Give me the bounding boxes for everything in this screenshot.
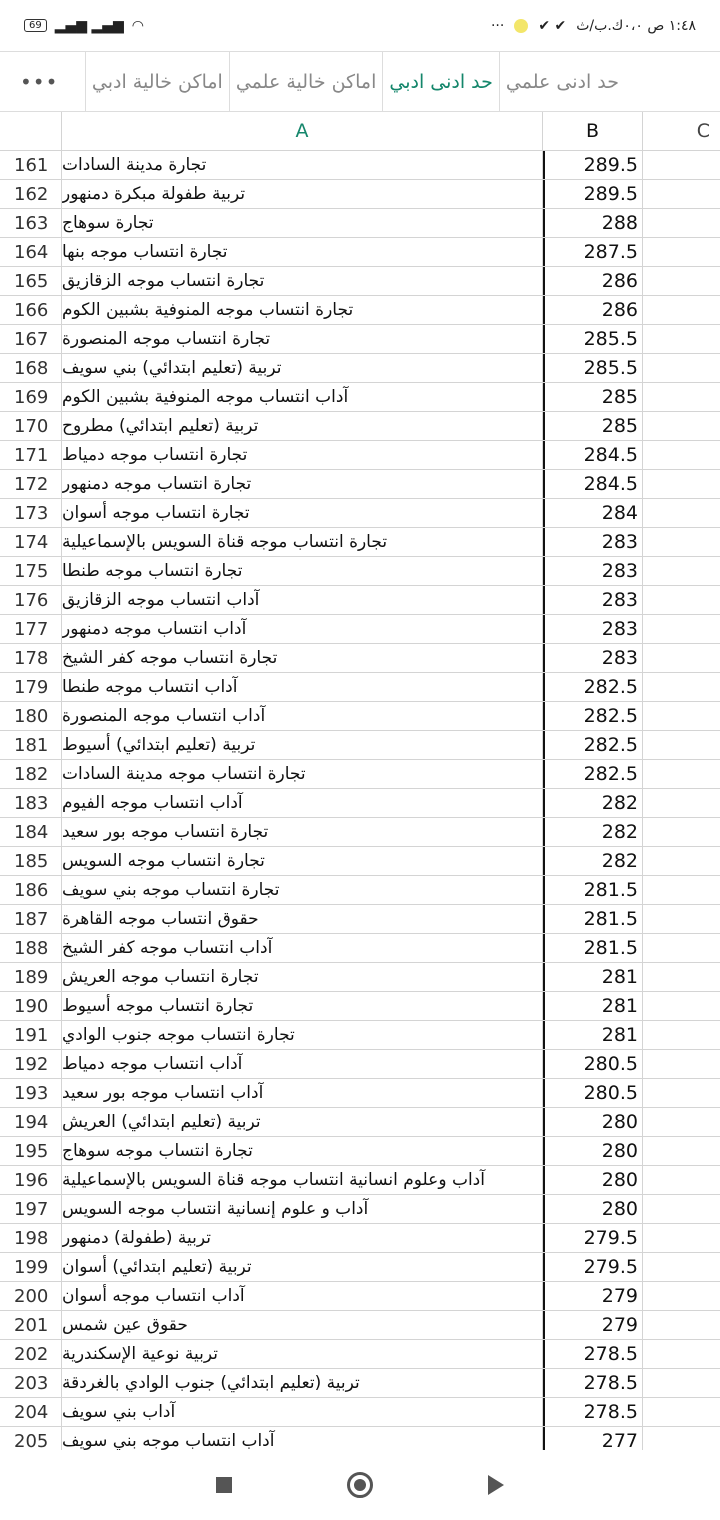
cell-b[interactable]: 279: [543, 1311, 643, 1339]
row-number[interactable]: 181: [0, 731, 62, 759]
cell-c[interactable]: [643, 760, 720, 788]
row-number[interactable]: 187: [0, 905, 62, 933]
cell-c[interactable]: [643, 1398, 720, 1426]
table-row: [0, 615, 720, 644]
row-number[interactable]: 170: [0, 412, 62, 440]
table-row: [0, 673, 720, 702]
cell-c[interactable]: [643, 586, 720, 614]
table-row: [0, 296, 720, 325]
cell-b[interactable]: 281.5: [543, 905, 643, 933]
table-row: [0, 789, 720, 818]
row-number[interactable]: 185: [0, 847, 62, 875]
cell-b[interactable]: 280: [543, 1137, 643, 1165]
cell-a[interactable]: تجارة انتساب موجه الزقازيق: [62, 267, 543, 295]
cell-a[interactable]: حقوق انتساب موجه القاهرة: [62, 905, 543, 933]
table-row: [0, 528, 720, 557]
cell-b[interactable]: 283: [543, 528, 643, 556]
cell-b[interactable]: 285: [543, 383, 643, 411]
cell-a[interactable]: تجارة انتساب موجه بني سويف: [62, 876, 543, 904]
table-row: [0, 905, 720, 934]
row-number[interactable]: 186: [0, 876, 62, 904]
cell-b[interactable]: 281: [543, 992, 643, 1020]
cell-c[interactable]: [643, 963, 720, 991]
recents-button[interactable]: [216, 1477, 232, 1493]
cell-b[interactable]: 281: [543, 963, 643, 991]
cell-a[interactable]: آداب انتساب موجه طنطا: [62, 673, 543, 701]
cell-a[interactable]: تجارة انتساب موجه سوهاج: [62, 1137, 543, 1165]
cell-b[interactable]: 282: [543, 818, 643, 846]
row-number[interactable]: 168: [0, 354, 62, 382]
cell-a[interactable]: تجارة انتساب موجه كفر الشيخ: [62, 644, 543, 672]
cell-a[interactable]: آداب انتساب موجه كفر الشيخ: [62, 934, 543, 962]
cell-c[interactable]: [643, 441, 720, 469]
row-number[interactable]: 195: [0, 1137, 62, 1165]
cell-b[interactable]: 279: [543, 1282, 643, 1310]
cell-b[interactable]: 278.5: [543, 1340, 643, 1368]
cell-a[interactable]: تربية نوعية الإسكندرية: [62, 1340, 543, 1368]
cell-c[interactable]: [643, 1021, 720, 1049]
cell-b[interactable]: 283: [543, 586, 643, 614]
row-number[interactable]: 205: [0, 1427, 62, 1450]
cell-b[interactable]: 285: [543, 412, 643, 440]
row-number[interactable]: 184: [0, 818, 62, 846]
sheet-tab[interactable]: حد ادنى علمي: [499, 52, 625, 111]
cell-a[interactable]: تجارة انتساب موجه أسوان: [62, 499, 543, 527]
row-number[interactable]: 189: [0, 963, 62, 991]
cell-b[interactable]: 281.5: [543, 876, 643, 904]
cell-c[interactable]: [643, 673, 720, 701]
cell-c[interactable]: [643, 383, 720, 411]
cell-a[interactable]: تربية (طفولة) دمنهور: [62, 1224, 543, 1252]
table-row: [0, 963, 720, 992]
cell-a[interactable]: حقوق عين شمس: [62, 1311, 543, 1339]
table-row: [0, 1137, 720, 1166]
cell-b[interactable]: 280: [543, 1108, 643, 1136]
cell-b[interactable]: 282: [543, 847, 643, 875]
cell-c[interactable]: [643, 209, 720, 237]
sheet-tab[interactable]: حد ادنى ادبي: [382, 52, 499, 111]
cell-a[interactable]: تجارة انتساب موجه بور سعيد: [62, 818, 543, 846]
cell-c[interactable]: [643, 992, 720, 1020]
cell-b[interactable]: 278.5: [543, 1369, 643, 1397]
cell-c[interactable]: [643, 499, 720, 527]
cell-c[interactable]: [643, 1108, 720, 1136]
row-number[interactable]: 172: [0, 470, 62, 498]
cell-a[interactable]: آداب انتساب موجه الفيوم: [62, 789, 543, 817]
cell-b[interactable]: 283: [543, 615, 643, 643]
cell-a[interactable]: آداب و علوم إنسانية انتساب موجه السويس: [62, 1195, 543, 1223]
cell-b[interactable]: 279.5: [543, 1224, 643, 1252]
check-icon: ✔ ✔: [538, 17, 567, 34]
table-row: [0, 267, 720, 296]
cell-a[interactable]: تجارة انتساب موجه المنوفية بشبين الكوم: [62, 296, 543, 324]
cell-a[interactable]: آداب انتساب موجه بور سعيد: [62, 1079, 543, 1107]
row-number[interactable]: 169: [0, 383, 62, 411]
sheet-tabs: [0, 52, 720, 112]
column-header-a[interactable]: A: [62, 112, 543, 150]
cell-a[interactable]: آداب انتساب موجه الزقازيق: [62, 586, 543, 614]
cell-a[interactable]: آداب بني سويف: [62, 1398, 543, 1426]
cell-b[interactable]: 278.5: [543, 1398, 643, 1426]
cell-a[interactable]: تربية (تعليم ابتدائي) مطروح: [62, 412, 543, 440]
cell-a[interactable]: آداب انتساب موجه دمياط: [62, 1050, 543, 1078]
table-row: [0, 1166, 720, 1195]
cell-c[interactable]: [643, 325, 720, 353]
cell-c[interactable]: [643, 702, 720, 730]
cell-c[interactable]: [643, 1340, 720, 1368]
more-tabs-button[interactable]: •••: [20, 69, 59, 94]
row-number[interactable]: 194: [0, 1108, 62, 1136]
table-row: [0, 731, 720, 760]
cell-b[interactable]: 289.5: [543, 180, 643, 208]
cell-b[interactable]: 286: [543, 296, 643, 324]
signal-icon: ▂▄▆ ▂▄▆: [54, 17, 124, 34]
cell-a[interactable]: تجارة مدينة السادات: [62, 151, 543, 179]
cell-a[interactable]: تجارة انتساب موجه السويس: [62, 847, 543, 875]
cell-b[interactable]: 283: [543, 557, 643, 585]
table-row: [0, 586, 720, 615]
cell-b[interactable]: 280: [543, 1166, 643, 1194]
row-number[interactable]: 199: [0, 1253, 62, 1281]
cell-c[interactable]: [643, 412, 720, 440]
cell-c[interactable]: [643, 1166, 720, 1194]
cell-c[interactable]: [643, 1224, 720, 1252]
cell-c[interactable]: [643, 1427, 720, 1450]
row-number[interactable]: 180: [0, 702, 62, 730]
table-row: [0, 441, 720, 470]
cell-b[interactable]: 280.5: [543, 1050, 643, 1078]
cell-a[interactable]: تجارة انتساب موجه مدينة السادات: [62, 760, 543, 788]
table-row: [0, 209, 720, 238]
status-bar: [0, 0, 720, 52]
cell-a[interactable]: تجارة انتساب موجه أسيوط: [62, 992, 543, 1020]
cell-a[interactable]: تجارة سوهاج: [62, 209, 543, 237]
cell-c[interactable]: [643, 818, 720, 846]
cell-b[interactable]: 281: [543, 1021, 643, 1049]
cell-c[interactable]: [643, 1195, 720, 1223]
table-row: [0, 1427, 720, 1450]
row-number[interactable]: 161: [0, 151, 62, 179]
row-number[interactable]: 162: [0, 180, 62, 208]
cell-b[interactable]: 285.5: [543, 354, 643, 382]
row-number[interactable]: 203: [0, 1369, 62, 1397]
table-row: [0, 992, 720, 1021]
cell-b[interactable]: 283: [543, 644, 643, 672]
table-row: [0, 1282, 720, 1311]
cell-a[interactable]: تربية (تعليم ابتدائي) جنوب الوادي بالغردقة: [62, 1369, 543, 1397]
cell-b[interactable]: 289.5: [543, 151, 643, 179]
cell-c[interactable]: [643, 615, 720, 643]
cell-c[interactable]: [643, 905, 720, 933]
cell-c[interactable]: [643, 1253, 720, 1281]
column-header-c[interactable]: C: [696, 120, 710, 142]
cell-b[interactable]: 286: [543, 267, 643, 295]
row-number[interactable]: 191: [0, 1021, 62, 1049]
cell-a[interactable]: آداب انتساب موجه أسوان: [62, 1282, 543, 1310]
cell-b[interactable]: 279.5: [543, 1253, 643, 1281]
table-row: [0, 1311, 720, 1340]
cell-b[interactable]: 284.5: [543, 441, 643, 469]
table-row: [0, 1079, 720, 1108]
row-number[interactable]: 182: [0, 760, 62, 788]
row-number[interactable]: 200: [0, 1282, 62, 1310]
table-row: [0, 760, 720, 789]
cell-a[interactable]: آداب انتساب موجه بني سويف: [62, 1427, 543, 1450]
row-number[interactable]: 197: [0, 1195, 62, 1223]
cell-b[interactable]: 277: [543, 1427, 643, 1450]
cell-a[interactable]: تجارة انتساب موجه دمياط: [62, 441, 543, 469]
cell-a[interactable]: آداب وعلوم انسانية انتساب موجه قناة السويس بالإسماعيلية: [62, 1166, 543, 1194]
table-row: [0, 1398, 720, 1427]
cell-c[interactable]: [643, 876, 720, 904]
row-number[interactable]: 165: [0, 267, 62, 295]
table-row: [0, 1021, 720, 1050]
back-button[interactable]: [488, 1475, 504, 1495]
table-row: [0, 644, 720, 673]
row-number[interactable]: 167: [0, 325, 62, 353]
cell-a[interactable]: تجارة انتساب موجه قناة السويس بالإسماعيلية: [62, 528, 543, 556]
table-row: [0, 180, 720, 209]
cell-c[interactable]: [643, 934, 720, 962]
table-row: [0, 499, 720, 528]
row-number[interactable]: 198: [0, 1224, 62, 1252]
table-row: [0, 325, 720, 354]
table-row: [0, 702, 720, 731]
row-number[interactable]: 163: [0, 209, 62, 237]
sheet-tab[interactable]: اماكن خالية ادبي: [85, 52, 229, 111]
cell-b[interactable]: 287.5: [543, 238, 643, 266]
cell-c[interactable]: [643, 1137, 720, 1165]
cell-a[interactable]: تجارة انتساب موجه جنوب الوادي: [62, 1021, 543, 1049]
cell-a[interactable]: تجارة انتساب موجه المنصورة: [62, 325, 543, 353]
row-number[interactable]: 202: [0, 1340, 62, 1368]
cell-c[interactable]: [643, 789, 720, 817]
table-row: [0, 1340, 720, 1369]
row-number[interactable]: 175: [0, 557, 62, 585]
row-number[interactable]: 178: [0, 644, 62, 672]
cell-c[interactable]: [643, 1311, 720, 1339]
cell-b[interactable]: 282.5: [543, 731, 643, 759]
row-number[interactable]: 164: [0, 238, 62, 266]
cell-b[interactable]: 288: [543, 209, 643, 237]
table-row: [0, 847, 720, 876]
table-row: [0, 557, 720, 586]
cell-a[interactable]: تجارة انتساب موجه العريش: [62, 963, 543, 991]
battery-icon: 69: [24, 19, 47, 32]
table-row: [0, 1195, 720, 1224]
cell-a[interactable]: تربية (تعليم ابتدائي) العريش: [62, 1108, 543, 1136]
cell-a[interactable]: آداب انتساب موجه دمنهور: [62, 615, 543, 643]
spreadsheet-grid: [0, 112, 720, 1450]
table-row: [0, 818, 720, 847]
cell-a[interactable]: تجارة انتساب موجه دمنهور: [62, 470, 543, 498]
cell-c[interactable]: [643, 470, 720, 498]
cell-b[interactable]: 281.5: [543, 934, 643, 962]
row-number[interactable]: 188: [0, 934, 62, 962]
row-number[interactable]: 173: [0, 499, 62, 527]
cell-c[interactable]: [643, 354, 720, 382]
cell-b[interactable]: 282.5: [543, 673, 643, 701]
cell-c[interactable]: [643, 557, 720, 585]
more-notifications-icon: ···: [490, 17, 505, 34]
cell-b[interactable]: 280.5: [543, 1079, 643, 1107]
table-row: [0, 354, 720, 383]
navigation-bar: [0, 1450, 720, 1520]
row-number[interactable]: 177: [0, 615, 62, 643]
cell-b[interactable]: 284.5: [543, 470, 643, 498]
row-number[interactable]: 201: [0, 1311, 62, 1339]
cell-a[interactable]: آداب انتساب موجه المنوفية بشبين الكوم: [62, 383, 543, 411]
cell-c[interactable]: [643, 267, 720, 295]
cell-a[interactable]: آداب انتساب موجه المنصورة: [62, 702, 543, 730]
cell-c[interactable]: [643, 1079, 720, 1107]
table-row: [0, 1253, 720, 1282]
cell-c[interactable]: [643, 847, 720, 875]
home-button[interactable]: [347, 1472, 373, 1498]
row-number[interactable]: 176: [0, 586, 62, 614]
wifi-icon: ◠: [131, 17, 145, 34]
row-number[interactable]: 183: [0, 789, 62, 817]
row-number[interactable]: 179: [0, 673, 62, 701]
row-number[interactable]: 166: [0, 296, 62, 324]
cell-b[interactable]: 282: [543, 789, 643, 817]
cell-c[interactable]: [643, 238, 720, 266]
cell-c[interactable]: [643, 296, 720, 324]
row-number[interactable]: 190: [0, 992, 62, 1020]
table-row: [0, 1224, 720, 1253]
cell-c[interactable]: [643, 1282, 720, 1310]
row-number[interactable]: 204: [0, 1398, 62, 1426]
table-row: [0, 412, 720, 441]
cell-b[interactable]: 280: [543, 1195, 643, 1223]
table-row: [0, 1050, 720, 1079]
table-row: [0, 151, 720, 180]
cell-a[interactable]: تجارة انتساب موجه بنها: [62, 238, 543, 266]
column-headers: [0, 112, 720, 151]
cell-b[interactable]: 282.5: [543, 760, 643, 788]
cell-a[interactable]: تربية طفولة مبكرة دمنهور: [62, 180, 543, 208]
cell-b[interactable]: 284: [543, 499, 643, 527]
row-number[interactable]: 193: [0, 1079, 62, 1107]
cell-a[interactable]: تربية (تعليم ابتدائي) أسوان: [62, 1253, 543, 1281]
sheet-tab[interactable]: اماكن خالية علمي: [229, 52, 383, 111]
corner-cell[interactable]: [0, 112, 62, 150]
cell-c[interactable]: [643, 1369, 720, 1397]
time: ١:٤٨ ص ٠،٠ك.ب/ث: [576, 17, 696, 34]
cell-a[interactable]: تجارة انتساب موجه طنطا: [62, 557, 543, 585]
cell-c[interactable]: [643, 528, 720, 556]
row-number[interactable]: 192: [0, 1050, 62, 1078]
table-row: [0, 934, 720, 963]
table-row: [0, 470, 720, 499]
cell-c[interactable]: [643, 1050, 720, 1078]
table-row: [0, 238, 720, 267]
cell-c[interactable]: [643, 644, 720, 672]
cell-b[interactable]: 282.5: [543, 702, 643, 730]
row-number[interactable]: 171: [0, 441, 62, 469]
whatsapp-icon: [514, 19, 528, 33]
table-row: [0, 876, 720, 905]
row-number[interactable]: 196: [0, 1166, 62, 1194]
column-header-b[interactable]: B: [543, 112, 643, 150]
table-row: [0, 383, 720, 412]
cell-a[interactable]: تربية (تعليم ابتدائي) بني سويف: [62, 354, 543, 382]
row-number[interactable]: 174: [0, 528, 62, 556]
cell-c[interactable]: [643, 180, 720, 208]
table-row: [0, 1369, 720, 1398]
cell-c[interactable]: [643, 731, 720, 759]
table-row: [0, 1108, 720, 1137]
cell-b[interactable]: 285.5: [543, 325, 643, 353]
cell-a[interactable]: تربية (تعليم ابتدائي) أسيوط: [62, 731, 543, 759]
cell-c[interactable]: [643, 151, 720, 179]
